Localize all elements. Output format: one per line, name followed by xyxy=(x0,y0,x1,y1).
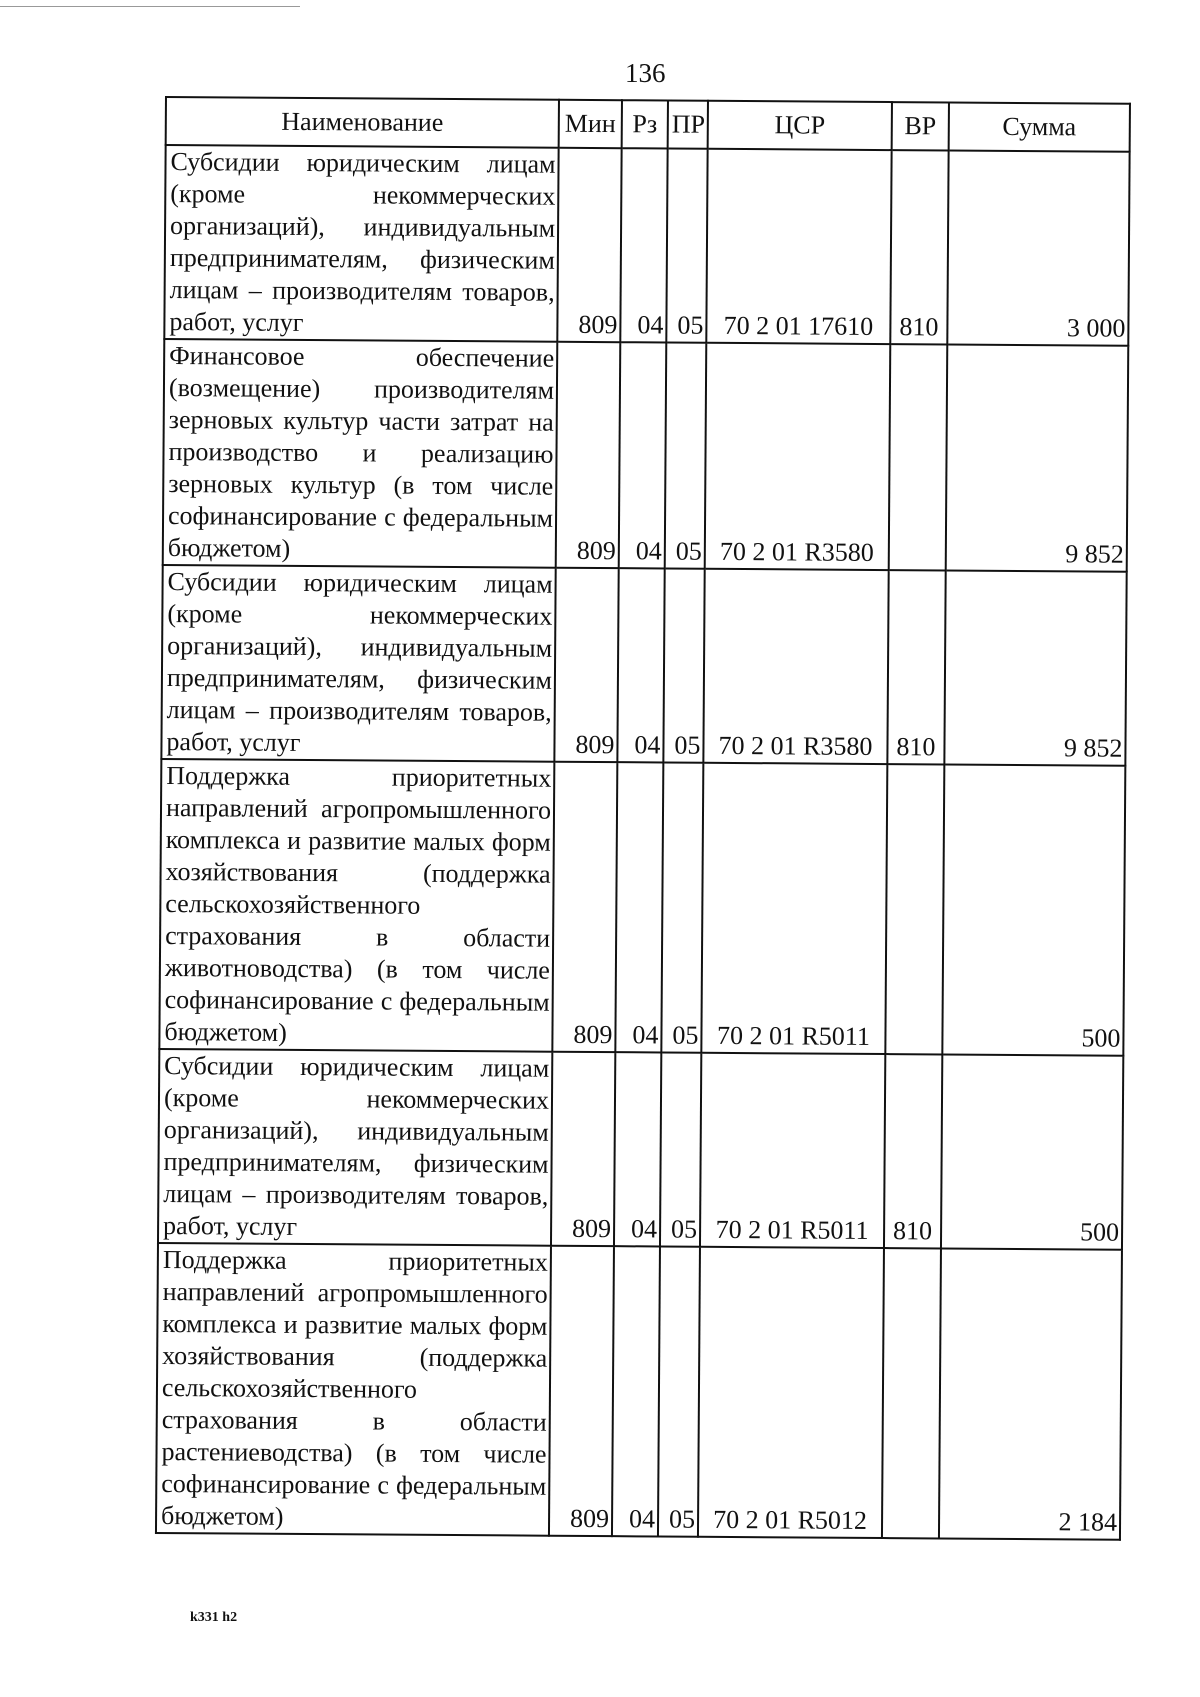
row-min: 809 xyxy=(556,342,621,568)
row-pr: 05 xyxy=(663,569,704,763)
table-row xyxy=(156,1243,1122,1540)
row-min: 809 xyxy=(551,1052,615,1246)
row-sum: 9 852 xyxy=(946,344,1129,571)
row-vr xyxy=(882,1248,941,1538)
row-csr: 70 2 01 R3580 xyxy=(703,569,888,764)
row-sum: 9 852 xyxy=(944,570,1126,765)
row-csr: 70 2 01 R3580 xyxy=(705,343,891,570)
row-sum: 2 184 xyxy=(939,1248,1122,1539)
row-pr: 05 xyxy=(665,343,707,569)
header-pr: ПР xyxy=(668,101,708,149)
row-vr xyxy=(889,344,948,570)
row-csr: 70 2 01 17610 xyxy=(706,149,891,344)
row-rz: 04 xyxy=(612,1246,660,1536)
row-pr: 05 xyxy=(660,1052,701,1246)
row-sum: 500 xyxy=(941,1054,1123,1249)
table-row xyxy=(164,145,1129,346)
row-rz: 04 xyxy=(615,762,663,1052)
header-rz: Рз xyxy=(622,100,668,148)
footer-code: k331 h2 xyxy=(190,1610,238,1625)
table-row xyxy=(163,339,1129,572)
header-min: Мин xyxy=(559,100,622,148)
page-number: 136 xyxy=(625,58,666,88)
header-sum: Сумма xyxy=(949,102,1130,151)
row-min: 809 xyxy=(552,762,617,1052)
row-pr: 05 xyxy=(658,1246,700,1536)
row-name: Поддержка приоритетных направлений агропромышленного комплекса и развитие малых форм хозяйствования (поддержка сельскохозяйственного страхования в области растениеводства) (в том числе софинансирование с федеральным бюджетом) xyxy=(156,1243,551,1536)
row-min: 809 xyxy=(549,1246,614,1536)
row-pr: 05 xyxy=(666,149,707,343)
row-vr: 810 xyxy=(887,570,945,764)
row-name: Финансовое обеспечение (возмещение) производителям зерновых культур части затрат на производство и реализацию зерновых культур (в том числе софинансирование с федеральным бюджетом) xyxy=(163,339,558,568)
table-row xyxy=(159,759,1125,1056)
scan-edge-line xyxy=(0,6,300,7)
row-csr: 70 2 01 R5012 xyxy=(698,1247,884,1538)
header-vr: ВР xyxy=(892,102,949,150)
row-csr: 70 2 01 R5011 xyxy=(700,1053,885,1248)
header-csr: ЦСР xyxy=(708,101,892,150)
row-vr xyxy=(885,764,944,1054)
row-name: Поддержка приоритетных направлений агропромышленного комплекса и развитие малых форм хозяйствования (поддержка сельскохозяйственного страхования в области животноводства) (в том числе софинансирование с федеральным бюджетом) xyxy=(159,759,554,1052)
row-min: 809 xyxy=(554,568,618,762)
row-csr: 70 2 01 R5011 xyxy=(701,763,887,1054)
row-sum: 3 000 xyxy=(947,150,1129,345)
row-sum: 500 xyxy=(942,764,1125,1055)
row-name: Субсидии юридическим лицам (кроме некоммерческих организаций), индивидуальным предпринимателям, физическим лицам – производителям товаров, работ, услуг xyxy=(164,145,558,342)
table-row xyxy=(161,565,1126,766)
budget-table xyxy=(155,96,1131,1541)
row-vr: 810 xyxy=(890,150,948,344)
row-vr: 810 xyxy=(884,1054,942,1248)
row-name: Субсидии юридическим лицам (кроме некоммерческих организаций), индивидуальным предпринимателям, физическим лицам – производителям товаров, работ, услуг xyxy=(161,565,555,762)
row-rz: 04 xyxy=(619,342,667,568)
header-name: Наименование xyxy=(166,97,559,148)
row-pr: 05 xyxy=(661,762,703,1052)
row-rz: 04 xyxy=(617,568,664,762)
table-header-row xyxy=(166,97,1130,152)
table-row xyxy=(158,1049,1123,1250)
row-rz: 04 xyxy=(614,1052,661,1246)
row-rz: 04 xyxy=(620,148,667,342)
row-name: Субсидии юридическим лицам (кроме некоммерческих организаций), индивидуальным предпринимателям, физическим лицам – производителям товаров, работ, услуг xyxy=(158,1049,552,1246)
row-min: 809 xyxy=(557,148,621,342)
